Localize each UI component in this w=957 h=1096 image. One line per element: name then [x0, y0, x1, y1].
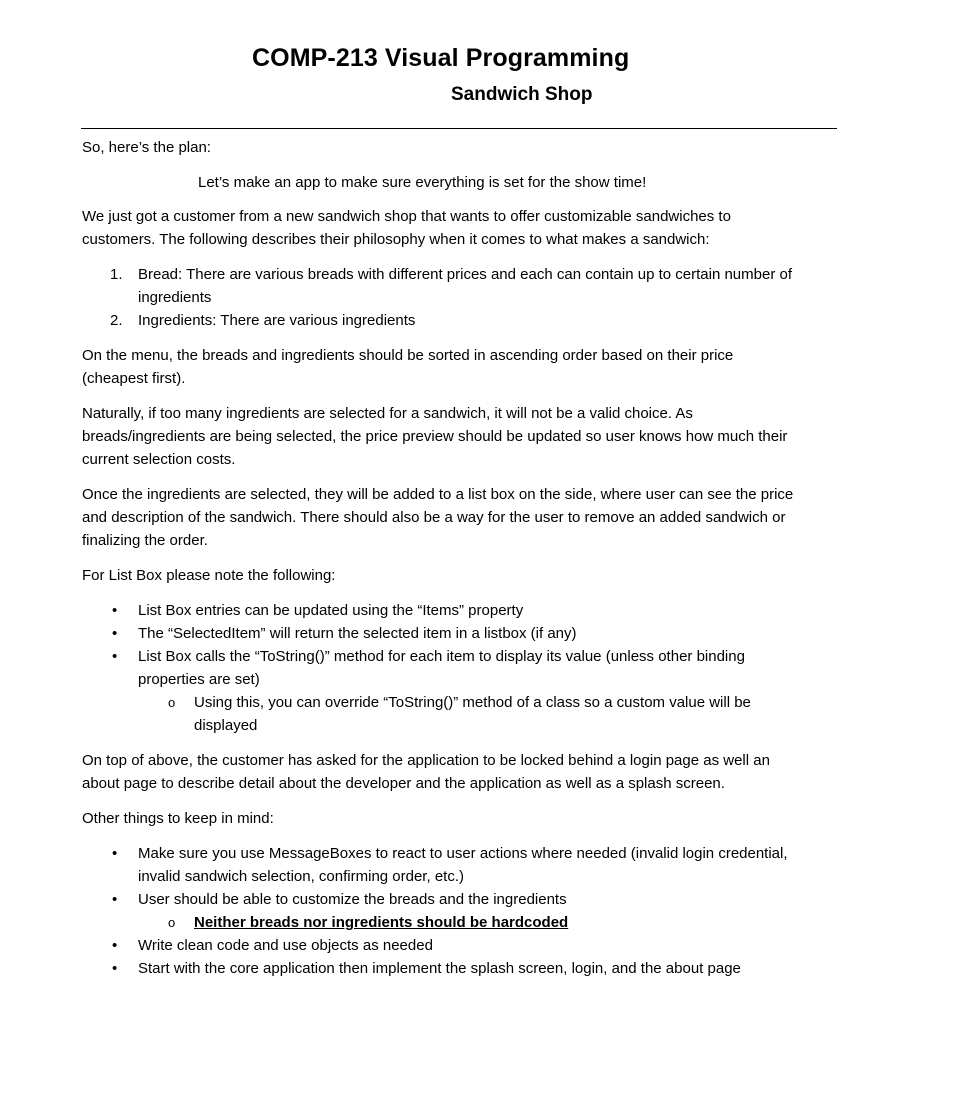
- list-item: [82, 309, 802, 332]
- list-item-text: The “SelectedItem” will return the selected item in a listbox (if any): [138, 625, 577, 642]
- other-intro: Other things to keep in mind:: [82, 810, 274, 827]
- list-item-text: Using this, you can override “ToString()” method of a class so a custom value will be displayed: [194, 694, 751, 734]
- bullet-icon: •: [112, 960, 118, 977]
- list-item-text: Ingredients: There are various ingredients: [138, 312, 416, 329]
- bullet-icon: •: [112, 602, 118, 619]
- list-item: [82, 599, 802, 622]
- bullet-icon: •: [112, 625, 118, 642]
- list-number: 2.: [110, 312, 123, 329]
- list-item-text: User should be able to customize the breads and the ingredients: [138, 891, 567, 908]
- bullet-icon: •: [112, 891, 118, 908]
- tagline-text: Let’s make an app to make sure everything is set for the show time!: [198, 174, 647, 191]
- other-things-list: [82, 842, 802, 980]
- header-divider: [81, 128, 837, 129]
- list-item-text: List Box calls the “ToString()” method for each item to display its value (unless other binding properties are set): [138, 648, 745, 688]
- bullet-icon: •: [112, 845, 118, 862]
- document-body: [82, 136, 802, 992]
- list-item-text: Start with the core application then implement the splash screen, login, and the about page: [138, 960, 741, 977]
- list-item: [82, 645, 802, 691]
- list-item-text: Write clean code and use objects as needed: [138, 937, 433, 954]
- listbox-notes-list: [82, 599, 802, 737]
- list-item: [82, 622, 802, 645]
- list-item: [82, 842, 802, 888]
- hollow-bullet-icon: o: [168, 695, 176, 710]
- login-paragraph: On top of above, the customer has asked for the application to be locked behind a login page as well an about page to describe detail about the developer and the application as well as a splash screen.: [82, 752, 770, 792]
- listbox-paragraph: Once the ingredients are selected, they will be added to a list box on the side, where user can see the price and description of the sandwich. There should also be a way for the user to remove an added sandwich or finalizing the order.: [82, 486, 794, 549]
- list-item-text: Make sure you use MessageBoxes to react to user actions where needed (invalid login credential, invalid sandwich selection, confirming order, etc.): [138, 845, 788, 885]
- document-subtitle: Sandwich Shop: [451, 84, 593, 105]
- philosophy-list: [82, 263, 802, 332]
- list-item: [82, 263, 802, 309]
- list-item: [82, 888, 802, 911]
- list-subitem: [82, 691, 802, 737]
- list-number: 1.: [110, 266, 123, 283]
- list-item: [82, 957, 802, 980]
- validity-paragraph: Naturally, if too many ingredients are selected for a sandwich, it will not be a valid choice. As breads/ingredients are being selected, the price preview should be updated so user knows how much their current selection costs.: [82, 405, 788, 468]
- bullet-icon: •: [112, 648, 118, 665]
- list-item-text: Bread: There are various breads with different prices and each can contain up to certain number of ingredients: [138, 266, 792, 306]
- intro-text: So, here’s the plan:: [82, 139, 211, 156]
- document-title: COMP-213 Visual Programming: [252, 44, 630, 72]
- bullet-icon: •: [112, 937, 118, 954]
- hollow-bullet-icon: o: [168, 915, 176, 930]
- customer-paragraph: We just got a customer from a new sandwich shop that wants to offer customizable sandwiches to customers. The following describes their philosophy when it comes to what makes a sandwich:: [82, 208, 731, 248]
- list-item: [82, 934, 802, 957]
- list-subitem: [82, 911, 802, 934]
- list-item-text: List Box entries can be updated using the “Items” property: [138, 602, 524, 619]
- menu-paragraph: On the menu, the breads and ingredients should be sorted in ascending order based on their price (cheapest first).: [82, 347, 734, 387]
- listbox-intro: For List Box please note the following:: [82, 567, 336, 584]
- list-item-text-emphasis: Neither breads nor ingredients should be hardcoded: [194, 914, 569, 931]
